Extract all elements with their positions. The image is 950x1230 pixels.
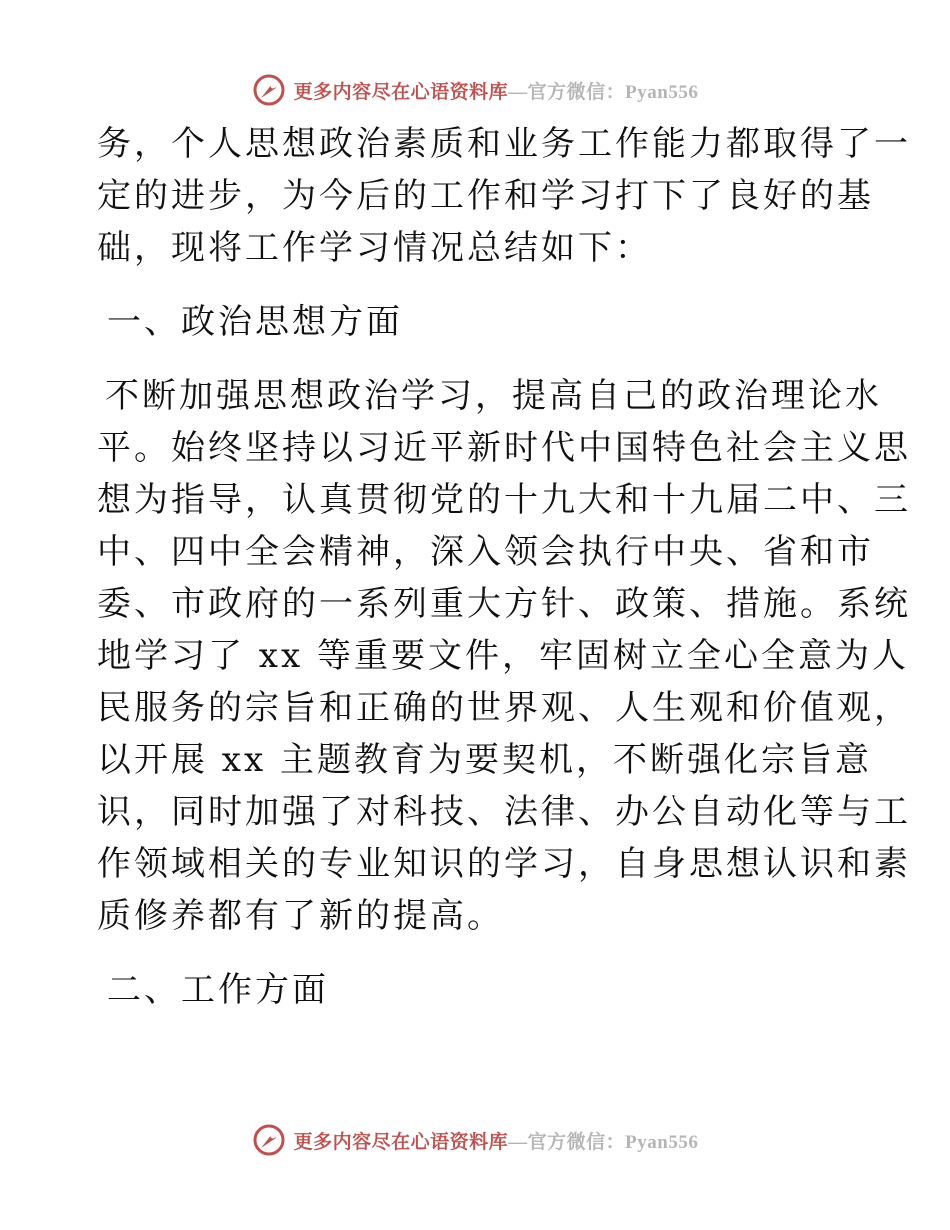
paragraph-line: 作领域相关的专业知识的学习，自身思想认识和素 (97, 844, 911, 884)
paragraph-line: 务，个人思想政治素质和业务工作能力都取得了一 (97, 124, 911, 164)
paragraph-line: 质修养都有了新的提高。 (97, 896, 504, 936)
watermark-text: 更多内容尽在心语资料库—官方微信：Pyan556 (293, 81, 699, 103)
paragraph-line: 定的进步，为今后的工作和学习打下了良好的基 (97, 176, 874, 216)
paragraph-line: 以开展 xx 主题教育为要契机，不断强化宗旨意 (97, 740, 872, 780)
paragraph-line: 不断加强思想政治学习，提高自己的政治理论水 (105, 376, 882, 416)
paragraph-line: 地学习了 xx 等重要文件，牢固树立全心全意为人 (97, 636, 909, 676)
paragraph-line: 中、四中全会精神，深入领会执行中央、省和市 (97, 532, 874, 572)
pen-nib-circle-icon (252, 73, 286, 107)
pen-nib-circle-icon (252, 1123, 286, 1157)
paragraph-line: 想为指导，认真贯彻党的十九大和十九届二中、三 (97, 480, 911, 520)
watermark-text: 更多内容尽在心语资料库—官方微信：Pyan556 (293, 1131, 699, 1153)
paragraph-line: 础，现将工作学习情况总结如下： (97, 228, 652, 268)
document-body (97, 118, 911, 1016)
section-heading-politics: 一、政治思想方面 (107, 302, 403, 342)
paragraph-line: 民服务的宗旨和正确的世界观、人生观和价值观， (97, 688, 911, 728)
watermark-banner-top (0, 70, 950, 110)
section-heading-work: 二、工作方面 (107, 970, 329, 1010)
paragraph-line: 识，同时加强了对科技、法律、办公自动化等与工 (97, 792, 911, 832)
paragraph-line: 平。始终坚持以习近平新时代中国特色社会主义思 (97, 428, 911, 468)
paragraph-line: 委、市政府的一系列重大方针、政策、措施。系统 (97, 584, 911, 624)
watermark-banner-bottom (0, 1120, 950, 1160)
